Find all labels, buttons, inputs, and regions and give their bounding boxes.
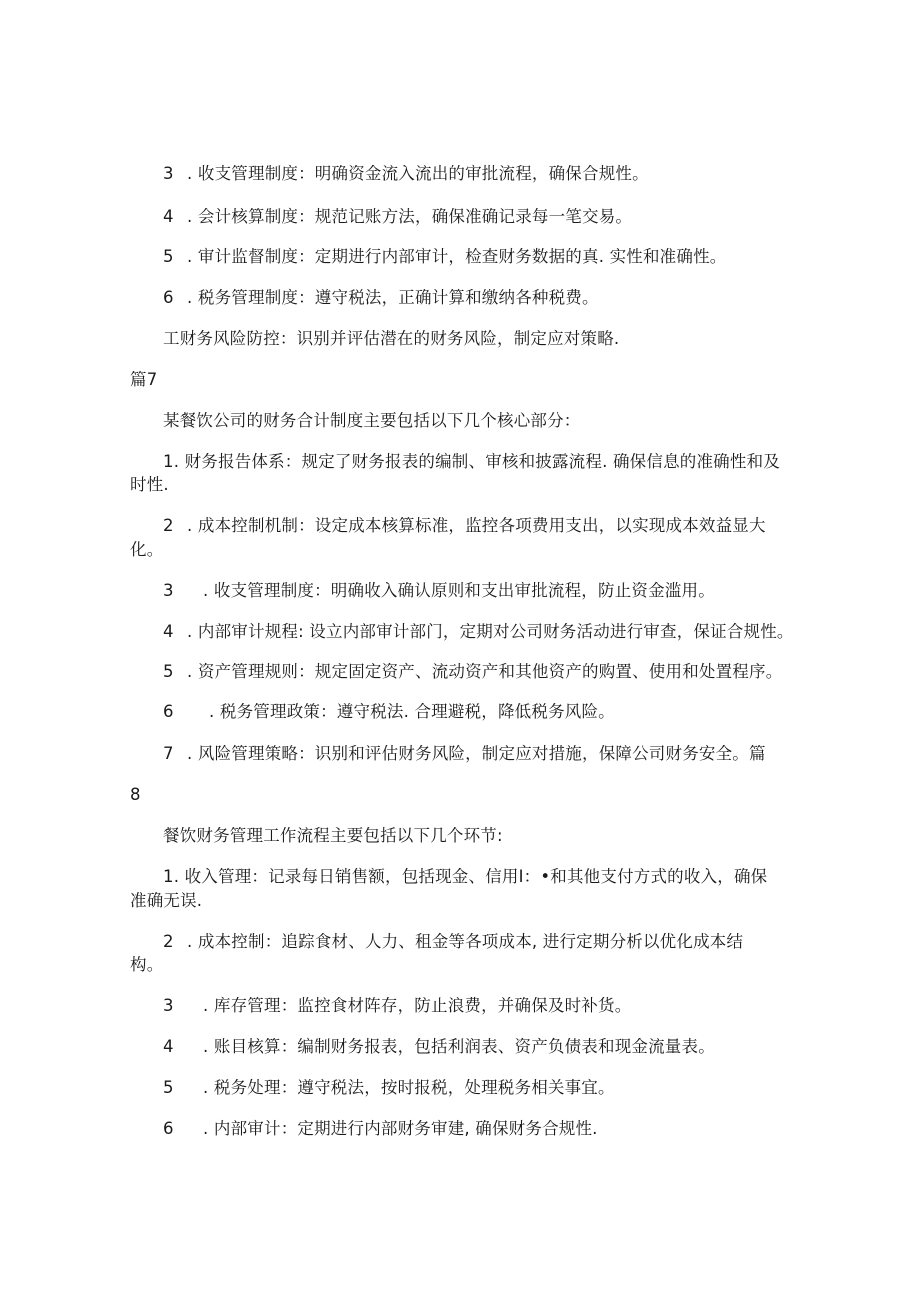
list-item: 2 . 成本控制：追踪食材、人力、租金等各项成本, 进行定期分析以优化成本结 [163,932,744,951]
list-item: 3 . 收支管理制度：明确收入确认原则和支出审批流程，防止资金滥用。 [163,581,715,600]
list-item: 6 . 内部审计：定期进行内部财务审建, 确保财务合规性. [163,1119,598,1138]
list-item: 6 . 税务管理政策：遵守税法. 合理避税，降低税务风险。 [163,702,615,721]
list-item: 5 . 审计监督制度：定期进行内部审计，检查财务数据的真. 实性和准确性。 [163,247,727,266]
paragraph: 餐饮财务管理工作流程主要包括以下几个环节: [163,826,503,845]
list-item: 3 . 库存管理：监控食材阵存，防止浪费，并确保及时补货。 [163,996,632,1015]
list-item-continuation: 构。 [130,955,164,974]
list-item: 7 . 风险管理策略：识别和评估财务风险，制定应对措施，保障公司财务安全。篇 [163,744,766,763]
list-item: 4 . 内部审计规程: 设立内部审计部门，定期对公司财务活动进行审查，保证合规性。 [163,622,794,641]
list-item: 2 . 成本控制机制：设定成本核算标准，监控各项费用支出，以实现成本效益显大 [163,516,766,535]
list-item-continuation: 化。 [130,540,164,559]
paragraph: 某餐饮公司的财务合计制度主要包括以下几个核心部分： [163,411,581,430]
list-item-continuation: 时性. [130,475,169,494]
list-item: 1. 财务报告体系：规定了财务报表的编制、审核和披露流程. 确保信息的准确性和及 [163,452,780,471]
list-item: 1. 收入管理：记录每日销售额，包括现金、信用I：•和其他支付方式的收入，确保 [163,867,768,886]
list-item: 4 . 账目核算：编制财务报表，包括利润表、资产负债表和现金流量表。 [163,1037,715,1056]
list-item: 4 . 会计核算制度：规范记账方法，确保准确记录每一笔交易。 [163,207,633,226]
list-item: 3 . 收支管理制度：明确资金流入流出的审批流程，确保合规性。 [163,164,649,183]
section-heading-continuation: 8 [130,785,141,804]
list-item: 5 . 资产管理规则：规定固定资产、流动资产和其他资产的购置、使用和处置程序。 [163,662,783,681]
list-item: 6 . 税务管理制度：遵守税法，正确计算和缴纳各种税费。 [163,288,599,307]
list-item-continuation: 准确无误. [130,891,203,910]
paragraph: 工财务风险防控：识别并评估潜在的财务风险，制定应对策略. [163,329,620,348]
list-item: 5 . 税务处理：遵守税法，按时报税，处理税务相关事宜。 [163,1078,615,1097]
section-heading: 篇7 [130,370,158,389]
